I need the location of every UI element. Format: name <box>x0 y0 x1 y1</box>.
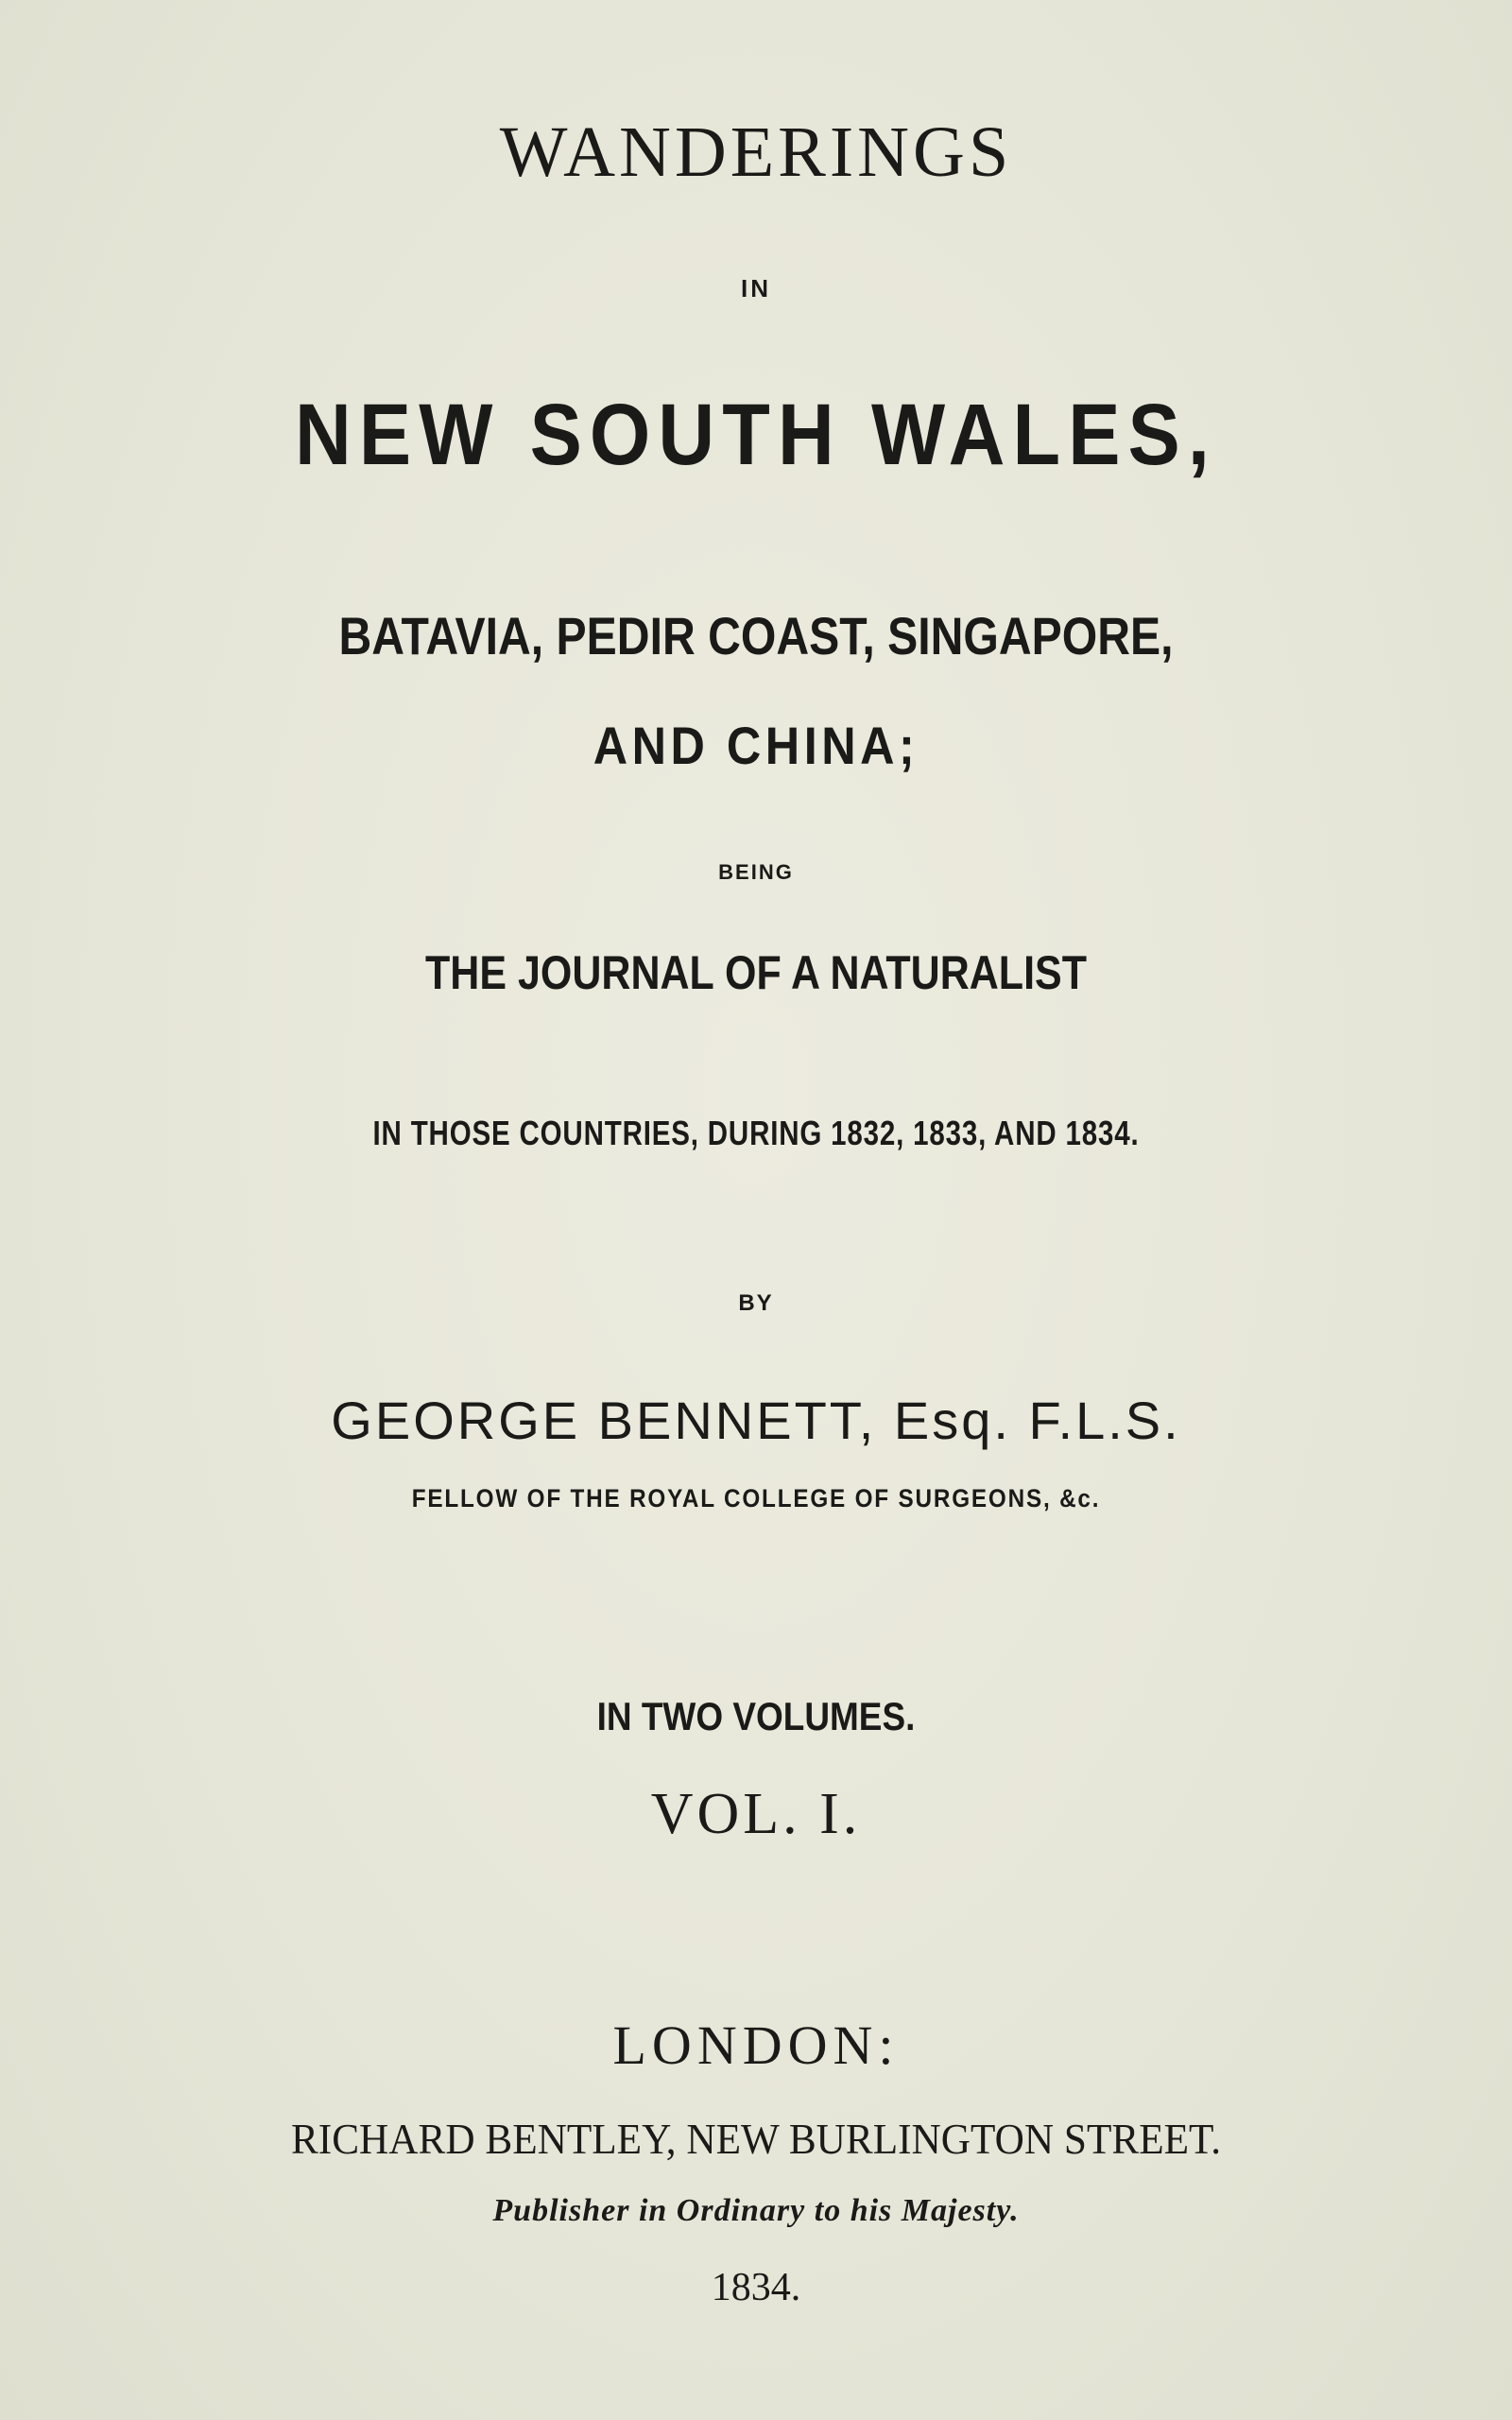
regions-line-2: AND CHINA; <box>593 716 919 775</box>
subtitle: THE JOURNAL OF A NATURALIST <box>425 946 1087 999</box>
regions-line-1: BATAVIA, PEDIR COAST, SINGAPORE, <box>338 606 1174 666</box>
author-credentials: FELLOW OF THE ROYAL COLLEGE OF SURGEONS, &c. <box>411 1484 1101 1512</box>
connector-in: IN <box>741 274 771 302</box>
publication-year: 1834. <box>711 2266 801 2309</box>
subtitle-detail: IN THOSE COUNTRIES, DURING 1832, 1833, AND 1834. <box>372 1114 1140 1152</box>
publication-place: LONDON: <box>612 2014 900 2076</box>
publisher-note: Publisher in Ordinary to his Majesty. <box>492 2193 1020 2228</box>
volume-number: VOL. I. <box>650 1782 862 1846</box>
volumes-note: IN TWO VOLUMES. <box>596 1694 916 1738</box>
region-main: NEW SOUTH WALES, <box>294 387 1217 483</box>
book-title: WANDERINGS <box>499 112 1013 192</box>
connector-being: BEING <box>718 860 794 884</box>
connector-by: BY <box>738 1290 774 1316</box>
publisher: RICHARD BENTLEY, NEW BURLINGTON STREET. <box>290 2115 1222 2163</box>
author-name: GEORGE BENNETT, Esq. F.L.S. <box>331 1391 1181 1450</box>
